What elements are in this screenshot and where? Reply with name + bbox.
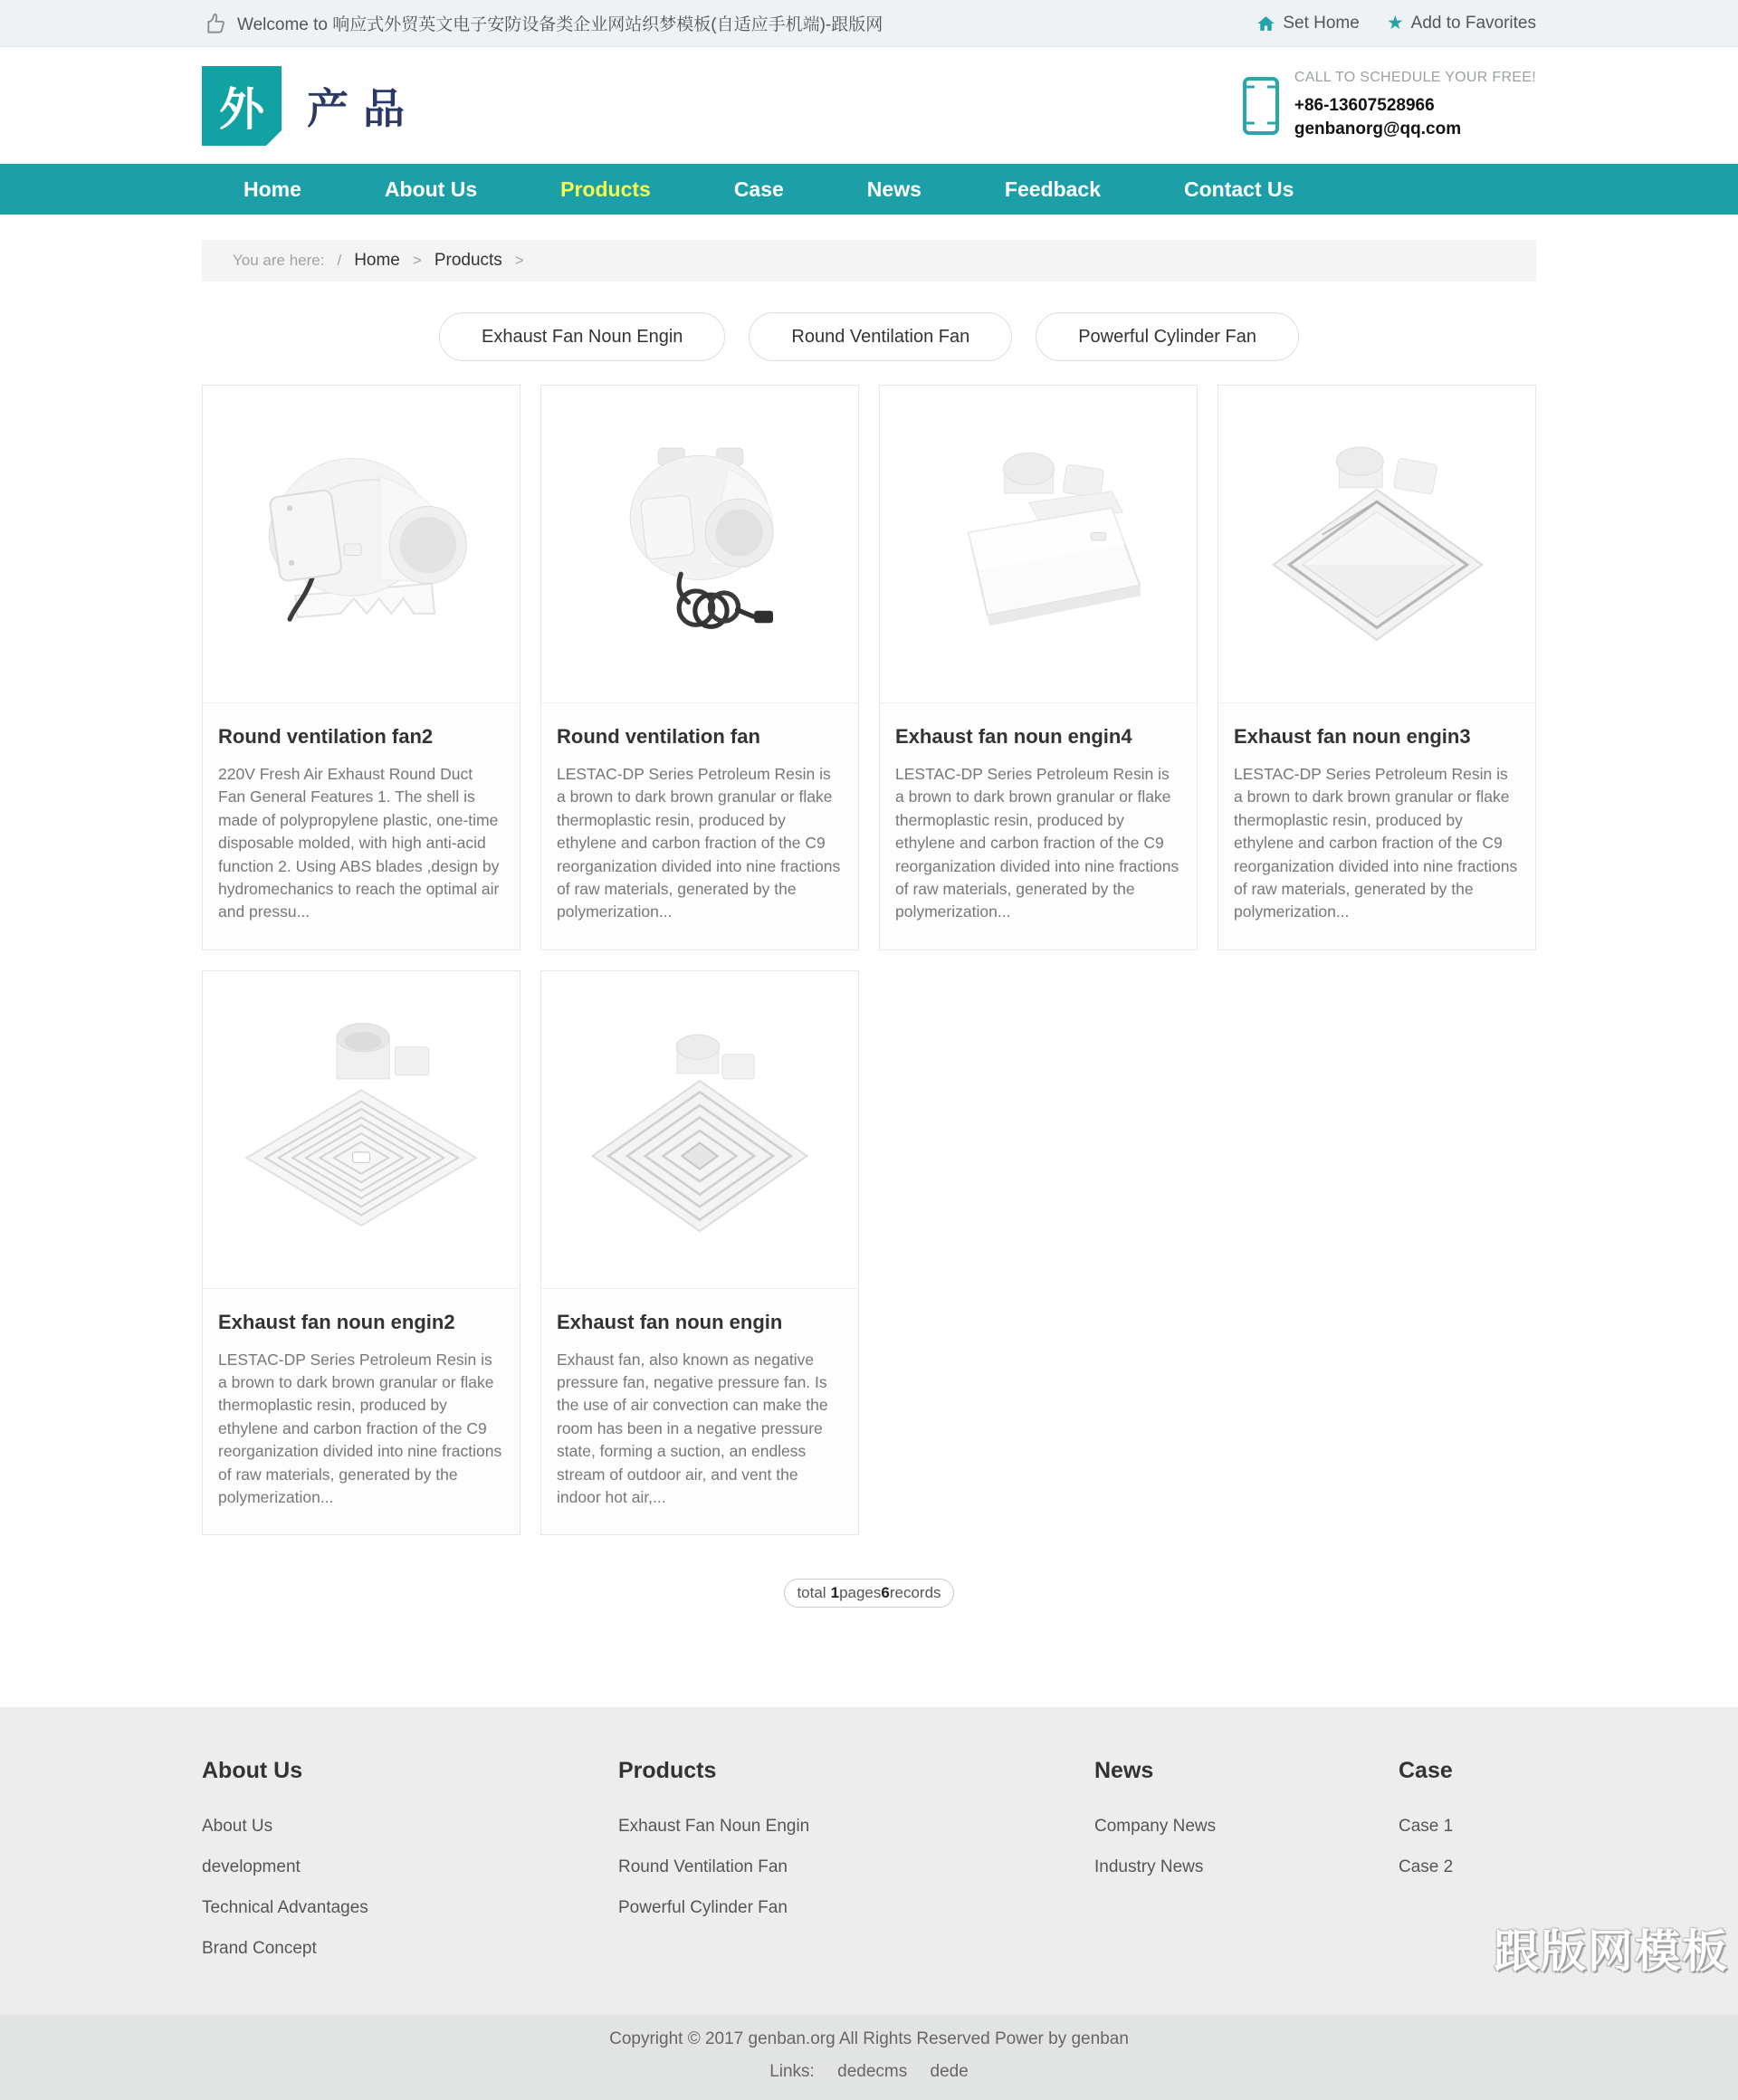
louver-ceiling-fan-illustration bbox=[239, 1007, 483, 1252]
site-footer bbox=[0, 1707, 1738, 2015]
topbar bbox=[0, 0, 1738, 47]
links-label: Links: bbox=[769, 2062, 815, 2082]
product-title[interactable]: Exhaust fan noun engin3 bbox=[1234, 725, 1471, 748]
link-dede[interactable]: dede bbox=[930, 2062, 969, 2082]
footer-link-about-us[interactable]: About Us bbox=[202, 1817, 273, 1837]
main-nav bbox=[0, 164, 1738, 215]
filter-powerful-cylinder-fan[interactable]: Powerful Cylinder Fan bbox=[1036, 312, 1299, 361]
footer-column-news bbox=[1094, 1758, 1399, 1959]
thumbs-up-icon bbox=[202, 11, 226, 35]
nav-item-feedback[interactable]: Feedback bbox=[1004, 177, 1101, 201]
nav-item-home[interactable]: Home bbox=[244, 177, 301, 201]
call-note: CALL TO SCHEDULE YOUR FREE! bbox=[1294, 70, 1536, 86]
filter-exhaust-fan[interactable]: Exhaust Fan Noun Engin bbox=[439, 312, 725, 361]
product-image bbox=[1218, 386, 1535, 702]
breadcrumb-prefix: You are here: bbox=[233, 252, 325, 269]
product-description: LESTAC-DP Series Petroleum Resin is a brown to dark brown granular or flake thermoplastic resin, produced by ethylene and carbon fraction of the C9 reorganization divided into nine fractions of raw materials, generated by the polymerization... bbox=[895, 765, 1179, 921]
pagination-summary: total 1pages6records bbox=[784, 1579, 953, 1608]
footer-link-technical-advantages[interactable]: Technical Advantages bbox=[202, 1897, 368, 1917]
copyright-bar bbox=[0, 2015, 1738, 2100]
nav-item-about-us[interactable]: About Us bbox=[384, 177, 478, 201]
star-icon: ★ bbox=[1386, 13, 1404, 33]
product-image bbox=[203, 971, 520, 1288]
filter-round-ventilation-fan[interactable]: Round Ventilation Fan bbox=[749, 312, 1012, 361]
product-description: LESTAC-DP Series Petroleum Resin is a brown to dark brown granular or flake thermoplastic resin, produced by ethylene and carbon fraction of the C9 reorganization divided into nine fractions of raw materials, generated by the polymerization... bbox=[557, 765, 841, 921]
product-title[interactable]: Exhaust fan noun engin2 bbox=[218, 1310, 455, 1333]
logo-mark: 外 bbox=[202, 66, 282, 146]
product-title[interactable]: Exhaust fan noun engin bbox=[557, 1310, 783, 1333]
footer-link-case-1[interactable]: Case 1 bbox=[1399, 1817, 1454, 1837]
pagination-page-count: 1 bbox=[830, 1584, 840, 1602]
product-card[interactable] bbox=[879, 385, 1198, 950]
footer-link-case-2[interactable]: Case 2 bbox=[1399, 1857, 1454, 1877]
nav-item-contact-us[interactable]: Contact Us bbox=[1184, 177, 1294, 201]
footer-column-about bbox=[202, 1758, 618, 1959]
site-logo[interactable] bbox=[202, 66, 419, 146]
breadcrumb-current-link[interactable]: Products bbox=[434, 251, 502, 270]
header-contact bbox=[1242, 70, 1536, 140]
product-card[interactable] bbox=[540, 970, 859, 1536]
logo-text: 产品 bbox=[307, 84, 419, 132]
category-filters bbox=[202, 312, 1536, 361]
phone-number: +86-13607528966 bbox=[1294, 96, 1435, 116]
set-home-link[interactable]: Set Home bbox=[1256, 14, 1359, 33]
footer-link-exhaust-fan[interactable]: Exhaust Fan Noun Engin bbox=[618, 1817, 810, 1837]
email-address: genbanorg@qq.com bbox=[1294, 119, 1462, 138]
nav-item-products[interactable]: Products bbox=[560, 177, 651, 201]
footer-link-company-news[interactable]: Company News bbox=[1094, 1817, 1217, 1837]
product-card[interactable] bbox=[202, 970, 520, 1536]
nav-item-case[interactable]: Case bbox=[733, 177, 784, 201]
product-card[interactable] bbox=[540, 385, 859, 950]
product-description: Exhaust fan, also known as negative pressure fan, negative pressure fan. Is the use of air convection can make the room has been in a negative pressure state, forming a suction, an endless stream of outdoor air, and vent the indoor hot air,... bbox=[557, 1350, 828, 1506]
breadcrumb: You are here: / Home > Products > bbox=[202, 240, 1536, 282]
breadcrumb-home-link[interactable]: Home bbox=[354, 251, 400, 270]
product-grid bbox=[202, 385, 1536, 1535]
product-image bbox=[203, 386, 520, 702]
product-title[interactable]: Round ventilation fan bbox=[557, 725, 760, 748]
product-image bbox=[541, 386, 858, 702]
ceiling-cassette-fan-illustration bbox=[916, 422, 1160, 666]
copyright-text: Copyright © 2017 genban.org All Rights Reserved Power by genban bbox=[609, 2029, 1129, 2049]
duct-fan-cable-illustration bbox=[578, 422, 822, 666]
footer-link-industry-news[interactable]: Industry News bbox=[1094, 1857, 1204, 1877]
pagination bbox=[202, 1579, 1536, 1608]
phone-icon bbox=[1242, 76, 1280, 136]
product-image bbox=[880, 386, 1197, 702]
welcome-text: Welcome to 响应式外贸英文电子安防设备类企业网站织梦模板(自适应手机端)-跟版网 bbox=[237, 15, 883, 34]
nav-item-news[interactable]: News bbox=[866, 177, 922, 201]
footer-heading: News bbox=[1094, 1758, 1154, 1784]
watermark-text: 跟版网模板 bbox=[1494, 1926, 1729, 1977]
louver-diffuser-illustration bbox=[578, 1007, 822, 1252]
diamond-diffuser-illustration bbox=[1255, 422, 1499, 666]
product-title[interactable]: Round ventilation fan2 bbox=[218, 725, 434, 748]
home-icon bbox=[1256, 14, 1275, 33]
footer-heading: Case bbox=[1399, 1758, 1453, 1784]
product-card[interactable] bbox=[1218, 385, 1536, 950]
product-description: LESTAC-DP Series Petroleum Resin is a brown to dark brown granular or flake thermoplastic resin, produced by ethylene and carbon fraction of the C9 reorganization divided into nine fractions of raw materials, generated by the polymerization... bbox=[218, 1350, 502, 1506]
footer-link-brand-concept[interactable]: Brand Concept bbox=[202, 1938, 317, 1958]
footer-heading: Products bbox=[618, 1758, 717, 1784]
inline-duct-fan-illustration bbox=[239, 422, 483, 666]
product-description: LESTAC-DP Series Petroleum Resin is a brown to dark brown granular or flake thermoplastic resin, produced by ethylene and carbon fraction of the C9 reorganization divided into nine fractions of raw materials, generated by the polymerization... bbox=[1234, 765, 1518, 921]
footer-heading: About Us bbox=[202, 1758, 303, 1784]
welcome-message bbox=[202, 11, 883, 35]
product-card[interactable] bbox=[202, 385, 520, 950]
product-title[interactable]: Exhaust fan noun engin4 bbox=[895, 725, 1132, 748]
site-header bbox=[0, 47, 1738, 164]
add-favorites-link[interactable]: ★ Add to Favorites bbox=[1386, 13, 1536, 33]
footer-link-powerful-cylinder-fan[interactable]: Powerful Cylinder Fan bbox=[618, 1897, 788, 1917]
product-description: 220V Fresh Air Exhaust Round Duct Fan General Features 1. The shell is made of polypropylene plastic, one-time disposable molded, with high anti-acid function 2. Using ABS blades ,design by hydromechanics to reach the optimal air and pressu... bbox=[218, 765, 500, 921]
footer-column-products bbox=[618, 1758, 1094, 1959]
footer-link-round-ventilation-fan[interactable]: Round Ventilation Fan bbox=[618, 1857, 788, 1877]
footer-link-development[interactable]: development bbox=[202, 1857, 301, 1877]
product-image bbox=[541, 971, 858, 1288]
link-dedecms[interactable]: dedecms bbox=[837, 2062, 908, 2082]
pagination-record-count: 6 bbox=[881, 1584, 890, 1602]
